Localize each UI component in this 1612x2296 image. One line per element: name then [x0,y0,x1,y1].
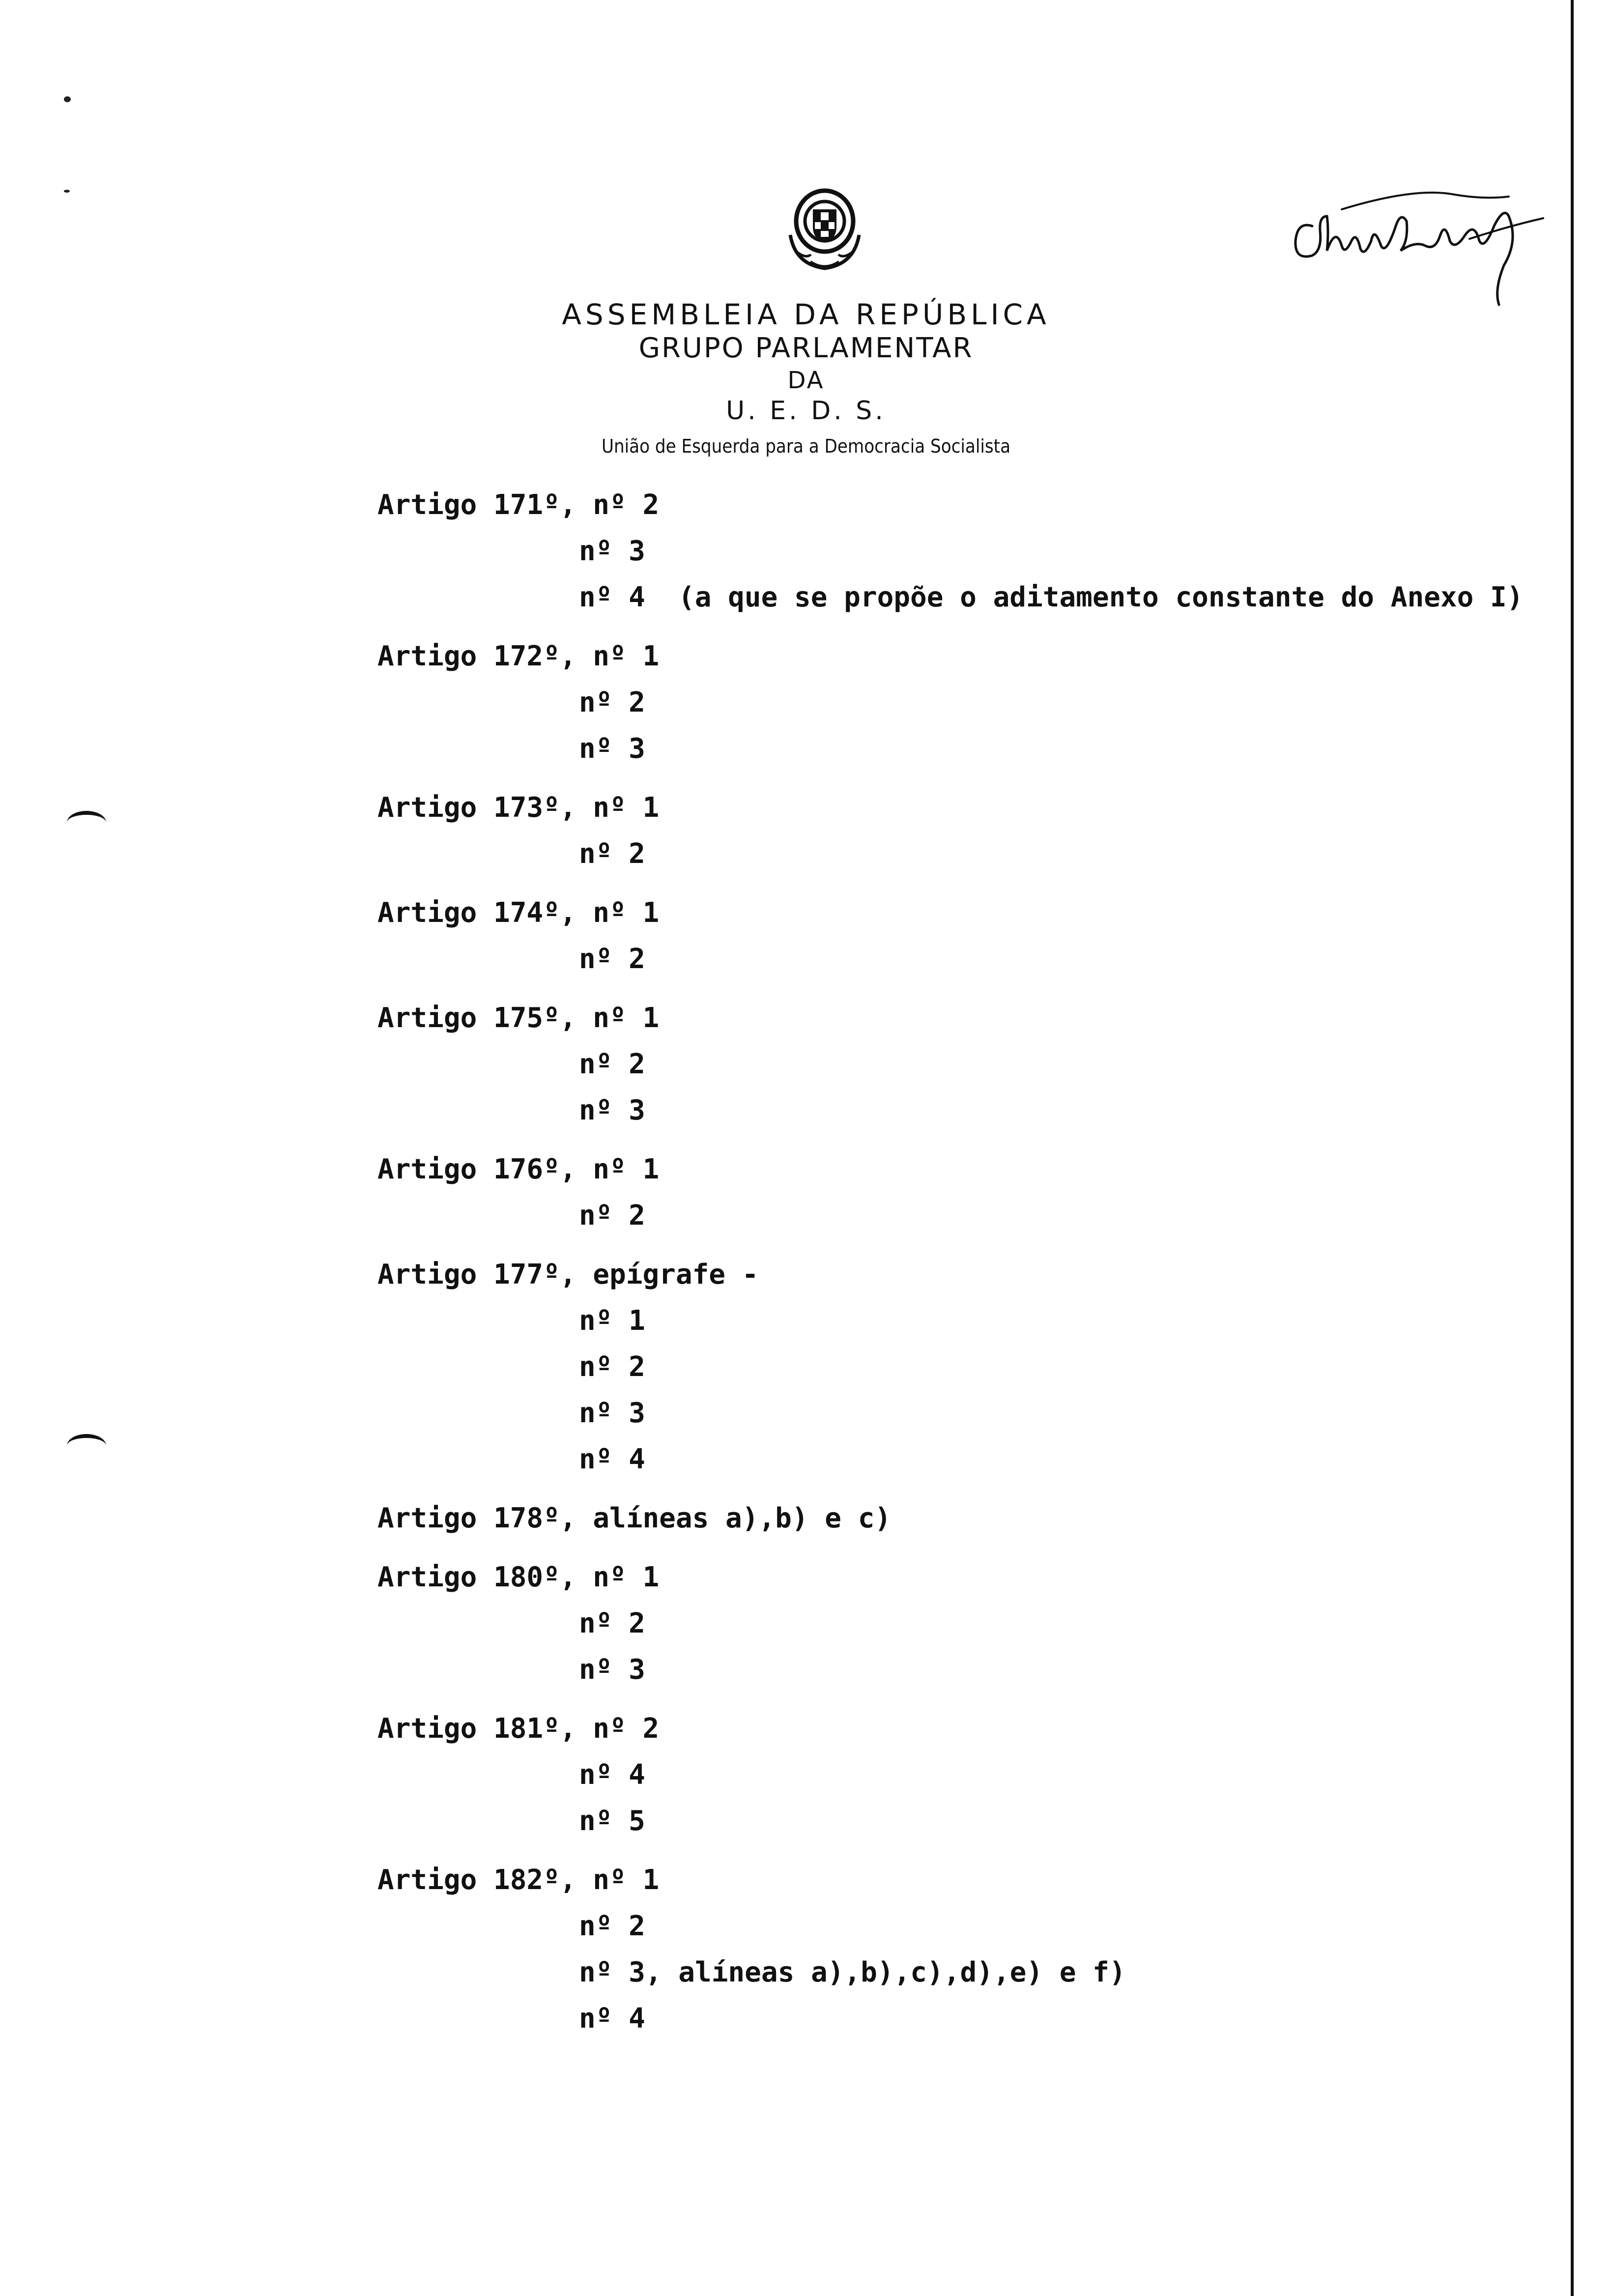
paragraph-line: nº 2 [579,1200,645,1232]
paragraph-line: nº 4 [579,1759,645,1791]
paragraph-line: nº 1 [579,1305,645,1337]
paragraph-line: nº 3, alíneas a),b),c),d),e) e f) [579,1956,1126,1988]
portuguese-coat-of-arms-icon [776,176,874,274]
paragraph-line: nº 4 [579,581,645,613]
assembly-title: ASSEMBLEIA DA REPÚBLICA [562,298,1050,331]
article-line: Artigo 181º, nº 2 [377,1713,660,1745]
paragraph-line: nº 2 [579,943,645,975]
paragraph-line: nº 2 [579,838,645,870]
paragraph-line: nº 4 [579,2003,645,2035]
article-line: Artigo 173º, nº 1 [377,792,660,824]
paragraph-line: nº 2 [579,1048,645,1080]
punch-hole-mark [67,811,106,834]
paragraph-line: nº 3 [579,1094,645,1126]
paragraph-line: nº 3 [579,733,645,765]
paragraph-line: nº 3 [579,1654,645,1686]
punch-hole-mark [67,1434,106,1458]
article-line: Artigo 171º, nº 2 [377,489,660,521]
group-da: DA [787,367,825,394]
paragraph-line: nº 3 [579,535,645,567]
scan-speck [64,96,71,102]
paragraph-line: nº 5 [579,1805,645,1837]
article-line: Artigo 172º, nº 1 [377,640,660,672]
party-acronym: U. E. D. S. [726,396,886,426]
article-line: Artigo 174º, nº 1 [377,897,660,929]
handwritten-signature [1278,167,1553,315]
article-line: Artigo 177º, epígrafe - [377,1259,759,1291]
article-line: Artigo 175º, nº 1 [377,1002,660,1034]
article-line: Artigo 182º, nº 1 [377,1864,660,1896]
article-line: Artigo 180º, nº 1 [377,1561,660,1593]
annex-note: (a que se propõe o aditamento constante do Anexo I) [678,581,1524,613]
group-title: GRUPO PARLAMENTAR [638,332,974,364]
paragraph-line: nº 4 [579,1443,645,1475]
paragraph-line: nº 2 [579,1910,645,1942]
article-line: Artigo 178º, alíneas a),b) e c) [377,1502,892,1534]
paragraph-line: nº 2 [579,687,645,718]
paragraph-line: nº 2 [579,1351,645,1383]
party-full-name: União de Esquerda para a Democracia Socialista [601,435,1011,457]
paragraph-line: nº 2 [579,1607,645,1639]
article-line: Artigo 176º, nº 1 [377,1153,660,1185]
scan-speck [64,190,70,193]
paragraph-line: nº 3 [579,1397,645,1429]
